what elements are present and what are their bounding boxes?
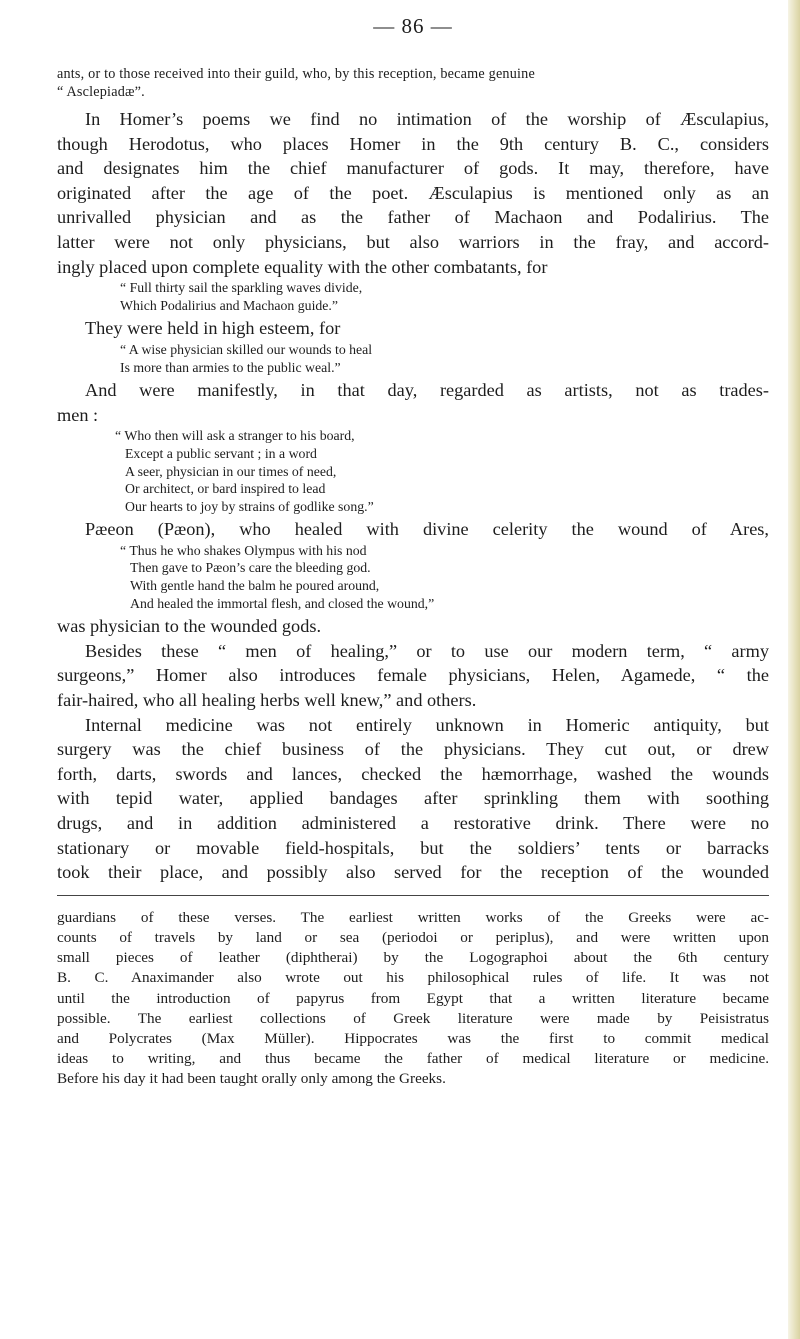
page-number: — 86 — — [373, 14, 453, 38]
text-line: surgeons,” Homer also introduces female physicians, Helen, Agamede, “ the — [57, 665, 769, 686]
verse-line: “ Full thirty sail the sparkling waves divide, — [120, 280, 363, 296]
footnote-divider — [57, 895, 769, 896]
verse-quote-4 — [57, 542, 769, 612]
text-line: And were manifestly, in that day, regarded as artists, not as trades- — [85, 380, 769, 401]
text-line: Besides these “ men of healing,” or to use our modern term, “ army — [85, 640, 769, 661]
paragraph-female-physicians — [57, 639, 769, 713]
footnote-line: B. C. Anaximander also wrote out his philosophical rules of life. It was not — [57, 969, 769, 987]
verse-line: Then gave to Pæon’s care the bleeding god. — [130, 560, 371, 576]
text-line: In Homer’s poems we find no intimation of the worship of Æsculapius, — [85, 109, 769, 129]
text-line: with tepid water, applied bandages after sprinkling them with soothing — [57, 788, 769, 809]
verse-line: Or architect, or bard inspired to lead — [125, 481, 326, 497]
text-line: forth, darts, swords and lances, checked the hæmorrhage, washed the wounds — [57, 763, 769, 784]
verse-line: “ A wise physician skilled our wounds to heal — [120, 341, 373, 357]
footnote-line: and Polycrates (Max Müller). Hippocrates was the first to commit medical — [57, 1030, 769, 1047]
text-line: ants, or to those received into their guild, who, by this reception, became genuine — [57, 66, 535, 82]
footnote-line: ideas to writing, and thus became the father of medical literature or medicine. — [57, 1050, 769, 1068]
verse-line: Our hearts to joy by strains of godlike song.” — [125, 498, 374, 514]
footnote-line: until the introduction of papyrus from Egypt that a written literature became — [57, 989, 769, 1007]
footnote-line: guardians of these verses. The earliest written works of the Greeks were ac- — [57, 908, 769, 926]
verse-quote-1 — [57, 279, 769, 314]
verse-line: And healed the immortal flesh, and closed the wound,” — [130, 595, 435, 611]
continued-paragraph — [57, 65, 769, 101]
text-line: latter were not only physicians, but also warriors in the fray, and accord- — [57, 231, 769, 252]
footnote — [57, 908, 769, 1090]
verse-line: “ Thus he who shakes Olympus with his nod — [120, 542, 367, 558]
text-line: men : — [57, 404, 99, 425]
verse-quote-3 — [57, 427, 769, 515]
text-line: drugs, and in addition administered a restorative drink. There were no — [57, 813, 769, 833]
text-line: “ Asclepiadæ”. — [57, 84, 145, 100]
verse-line: A seer, physician in our times of need, — [125, 463, 337, 479]
paragraph-paeon — [57, 517, 769, 542]
book-page — [57, 14, 769, 1090]
paragraph-esteem — [57, 316, 769, 341]
verse-line: Which Podalirius and Machaon guide.” — [120, 297, 339, 313]
verse-line: Is more than armies to the public weal.” — [120, 359, 341, 375]
text-line: took their place, and possibly also served for the reception of the wounded — [57, 862, 769, 883]
text-line: though Herodotus, who places Homer in the 9th century B. C., considers — [57, 133, 769, 154]
verse-line: Except a public servant ; in a word — [125, 445, 317, 461]
paragraph-homer — [57, 107, 769, 279]
text-line: and designates him the chief manufacturer of gods. It may, therefore, have — [57, 158, 769, 179]
footnote-line: Before his day it had been taught orally only among the Greeks. — [57, 1070, 446, 1088]
paragraph-surgery — [57, 713, 769, 885]
text-line: Internal medicine was not entirely unknown in Homeric antiquity, but — [85, 714, 769, 735]
scan-edge — [788, 0, 800, 1339]
text-line: unrivalled physician and as the father of Machaon and Podalirius. The — [57, 207, 769, 228]
footnote-line: counts of travels by land or sea (periodoi or periplus), and were written upon — [57, 928, 769, 946]
text-line: stationary or movable field-hospitals, but the soldiers’ tents or barracks — [57, 837, 769, 858]
verse-line: With gentle hand the balm he poured around, — [130, 578, 380, 594]
text-line: surgery was the chief business of the physicians. They cut out, or drew — [57, 739, 769, 760]
text-line: fair-haired, who all healing herbs well knew,” and others. — [57, 690, 477, 711]
text-line: They were held in high esteem, for — [85, 318, 341, 339]
text-line: ingly placed upon complete equality with the other combatants, for — [57, 256, 548, 277]
footnote-line: small pieces of leather (diphtherai) by the Logographoi about the 6th century — [57, 949, 769, 967]
text-line: originated after the age of the poet. Æsculapius is mentioned only as an — [57, 182, 769, 203]
verse-line: “ Who then will ask a stranger to his board, — [115, 428, 355, 444]
text-line: Pæeon (Pæon), who healed with divine celerity the wound of Ares, — [85, 519, 769, 540]
verse-quote-2 — [57, 341, 769, 376]
paragraph-wounded-gods — [57, 614, 769, 639]
footnote-line: possible. The earliest collections of Greek literature were made by Peisistratus — [57, 1009, 769, 1027]
paragraph-artists — [57, 378, 769, 427]
text-line: was physician to the wounded gods. — [57, 616, 322, 637]
